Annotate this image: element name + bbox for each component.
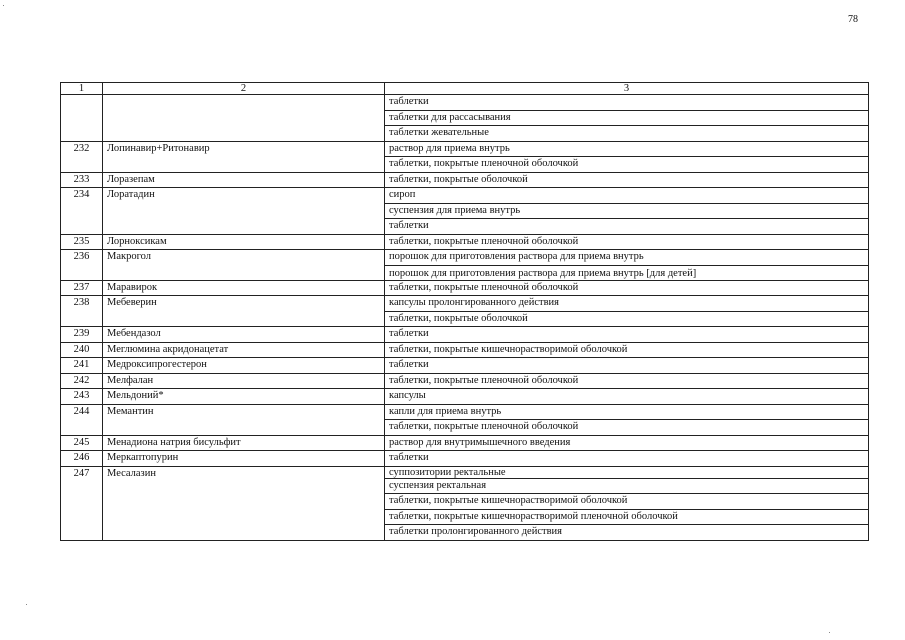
dosage-form: сироп bbox=[385, 188, 869, 204]
dosage-form: капли для приема внутрь bbox=[385, 404, 869, 420]
scan-speck bbox=[3, 5, 4, 6]
row-number: 235 bbox=[61, 234, 103, 250]
dosage-form: таблетки для рассасывания bbox=[385, 110, 869, 126]
row-number: 238 bbox=[61, 296, 103, 327]
dosage-form: таблетки, покрытые кишечнорастворимой пленочной оболочкой bbox=[385, 509, 869, 525]
dosage-form: таблетки bbox=[385, 219, 869, 235]
drug-name: Меркаптопурин bbox=[103, 451, 385, 467]
row-number: 242 bbox=[61, 373, 103, 389]
dosage-form: капсулы bbox=[385, 389, 869, 405]
dosage-form: таблетки, покрытые оболочкой bbox=[385, 311, 869, 327]
dosage-form: таблетки пролонгированного действия bbox=[385, 525, 869, 541]
dosage-form: суспензия ректальная bbox=[385, 478, 869, 494]
drug-name: Медроксипрогестерон bbox=[103, 358, 385, 374]
table-row bbox=[61, 188, 869, 204]
table-row bbox=[61, 373, 869, 389]
drug-name: Макрогол bbox=[103, 250, 385, 281]
row-number: 234 bbox=[61, 188, 103, 235]
table-row bbox=[61, 280, 869, 296]
row-number: 237 bbox=[61, 280, 103, 296]
dosage-form: таблетки, покрытые пленочной оболочкой bbox=[385, 234, 869, 250]
table-row bbox=[61, 234, 869, 250]
table-row bbox=[61, 435, 869, 451]
drug-name: Мемантин bbox=[103, 404, 385, 435]
row-number: 240 bbox=[61, 342, 103, 358]
drug-name: Мебендазол bbox=[103, 327, 385, 343]
dosage-form: таблетки bbox=[385, 451, 869, 467]
drug-name: Менадиона натрия бисульфит bbox=[103, 435, 385, 451]
column-header-number: 1 bbox=[61, 83, 103, 95]
table-row bbox=[61, 358, 869, 374]
scan-speck bbox=[829, 632, 830, 633]
drug-name: Меглюмина акридонацетат bbox=[103, 342, 385, 358]
dosage-form: суппозитории ректальные bbox=[385, 466, 869, 478]
dosage-form: порошок для приготовления раствора для приема внутрь [для детей] bbox=[385, 265, 869, 280]
dosage-form: суспензия для приема внутрь bbox=[385, 203, 869, 219]
drug-name: Лопинавир+Ритонавир bbox=[103, 141, 385, 172]
drug-name: Месалазин bbox=[103, 466, 385, 540]
dosage-form: порошок для приготовления раствора для приема внутрь bbox=[385, 250, 869, 266]
table-row bbox=[61, 342, 869, 358]
table-row bbox=[61, 141, 869, 157]
drug-name: Лоразепам bbox=[103, 172, 385, 188]
row-number: 243 bbox=[61, 389, 103, 405]
dosage-form: раствор для приема внутрь bbox=[385, 141, 869, 157]
table-row bbox=[61, 451, 869, 467]
row-number: 244 bbox=[61, 404, 103, 435]
drug-name: Лоратадин bbox=[103, 188, 385, 235]
row-number: 233 bbox=[61, 172, 103, 188]
table-row bbox=[61, 389, 869, 405]
table-row bbox=[61, 172, 869, 188]
table-row bbox=[61, 404, 869, 420]
dosage-form: таблетки bbox=[385, 95, 869, 111]
row-number: 247 bbox=[61, 466, 103, 540]
drug-forms-table bbox=[60, 82, 869, 541]
row-number bbox=[61, 95, 103, 142]
dosage-form: капсулы пролонгированного действия bbox=[385, 296, 869, 312]
dosage-form: таблетки, покрытые пленочной оболочкой bbox=[385, 373, 869, 389]
dosage-form: таблетки, покрытые пленочной оболочкой bbox=[385, 420, 869, 436]
column-header-form: 3 bbox=[385, 83, 869, 95]
drug-name: Мебеверин bbox=[103, 296, 385, 327]
drug-name: Маравирок bbox=[103, 280, 385, 296]
row-number: 246 bbox=[61, 451, 103, 467]
dosage-form: таблетки, покрытые пленочной оболочкой bbox=[385, 280, 869, 296]
dosage-form: таблетки, покрытые кишечнорастворимой оболочкой bbox=[385, 342, 869, 358]
table-row bbox=[61, 250, 869, 266]
dosage-form: раствор для внутримышечного введения bbox=[385, 435, 869, 451]
row-number: 241 bbox=[61, 358, 103, 374]
row-number: 232 bbox=[61, 141, 103, 172]
column-header-name: 2 bbox=[103, 83, 385, 95]
dosage-form: таблетки, покрытые кишечнорастворимой оболочкой bbox=[385, 494, 869, 510]
dosage-form: таблетки, покрытые пленочной оболочкой bbox=[385, 157, 869, 173]
table-header-row bbox=[61, 83, 869, 95]
drug-name bbox=[103, 95, 385, 142]
row-number: 245 bbox=[61, 435, 103, 451]
dosage-form: таблетки жевательные bbox=[385, 126, 869, 142]
dosage-form: таблетки bbox=[385, 358, 869, 374]
row-number: 236 bbox=[61, 250, 103, 281]
drug-name: Лорноксикам bbox=[103, 234, 385, 250]
row-number: 239 bbox=[61, 327, 103, 343]
table-row bbox=[61, 327, 869, 343]
dosage-form: таблетки, покрытые оболочкой bbox=[385, 172, 869, 188]
drug-name: Мельдоний* bbox=[103, 389, 385, 405]
dosage-form: таблетки bbox=[385, 327, 869, 343]
table-row bbox=[61, 296, 869, 312]
table-row bbox=[61, 466, 869, 478]
table-row bbox=[61, 95, 869, 111]
drug-name: Мелфалан bbox=[103, 373, 385, 389]
page-number: 78 bbox=[848, 14, 858, 25]
scan-speck bbox=[26, 604, 27, 605]
